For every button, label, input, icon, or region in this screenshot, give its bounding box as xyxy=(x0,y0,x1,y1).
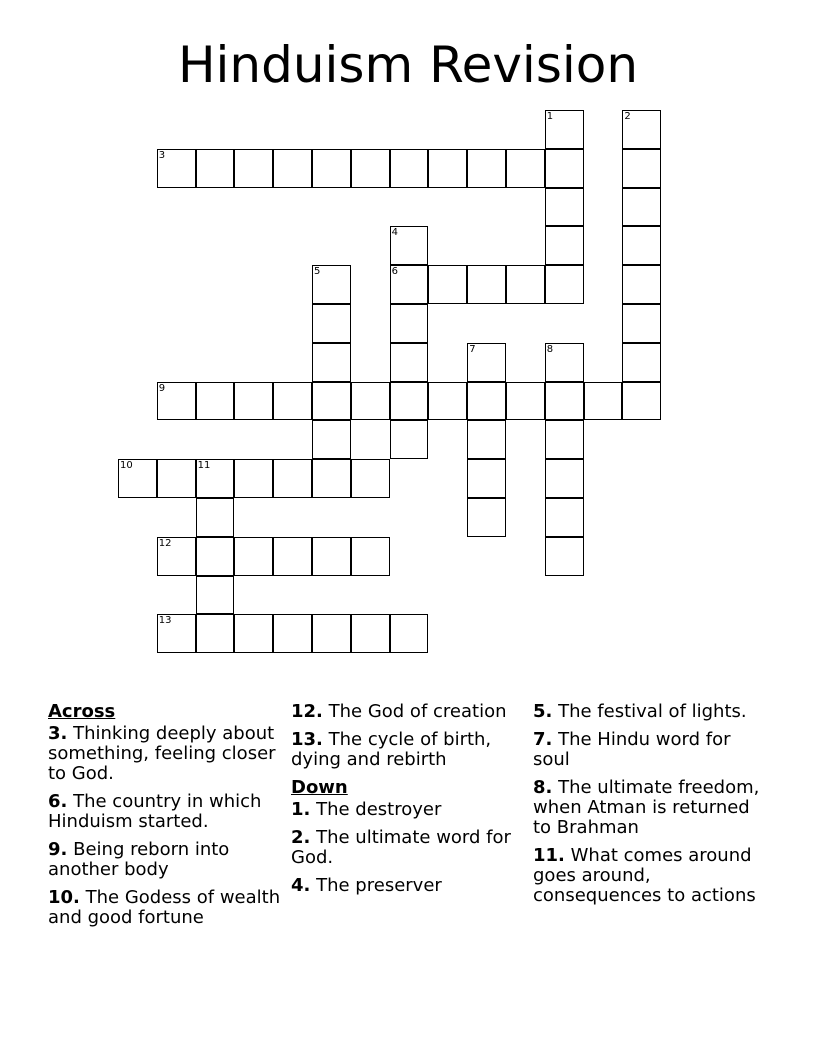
grid-cell[interactable] xyxy=(467,149,506,188)
grid-cell[interactable] xyxy=(467,498,506,537)
grid-cell[interactable] xyxy=(157,149,196,188)
grid-cell[interactable] xyxy=(428,265,467,304)
grid-cell[interactable] xyxy=(312,537,351,576)
clue-down-8: 8. The ultimate freedom, when Atman is returned to Brahman xyxy=(533,777,760,838)
grid-cell[interactable] xyxy=(273,614,312,653)
grid-cell[interactable] xyxy=(157,382,196,421)
clue-across-9: 9. Being reborn into another body xyxy=(48,839,230,880)
grid-cell[interactable] xyxy=(312,304,351,343)
grid-cell[interactable] xyxy=(622,265,661,304)
clue-down-2: 2. The ultimate word for God. xyxy=(291,827,511,868)
grid-cell[interactable] xyxy=(273,537,312,576)
grid-cell[interactable] xyxy=(312,614,351,653)
clue-number: 4 xyxy=(391,227,398,239)
grid-cell[interactable] xyxy=(196,614,235,653)
grid-cell[interactable] xyxy=(428,382,467,421)
grid-cell[interactable] xyxy=(545,343,584,382)
clue-down-1: 1. The destroyer xyxy=(291,799,442,820)
grid-cell[interactable] xyxy=(467,420,506,459)
grid-cell[interactable] xyxy=(390,614,429,653)
grid-cell[interactable] xyxy=(506,149,545,188)
grid-cell[interactable] xyxy=(351,459,390,498)
grid-cell[interactable] xyxy=(545,226,584,265)
grid-cell[interactable] xyxy=(467,382,506,421)
clue-across-12: 12. The God of creation xyxy=(291,701,507,722)
grid-cell[interactable] xyxy=(390,304,429,343)
clue-number: 7 xyxy=(469,343,476,355)
grid-cell[interactable] xyxy=(622,110,661,149)
clue-column-1 xyxy=(48,702,283,936)
grid-cell[interactable] xyxy=(622,188,661,227)
grid-cell[interactable] xyxy=(622,343,661,382)
clue-column-2 xyxy=(291,702,523,904)
grid-cell[interactable] xyxy=(390,265,429,304)
grid-cell[interactable] xyxy=(312,343,351,382)
clue-number: 12 xyxy=(158,537,172,549)
clue-number: 8 xyxy=(546,343,554,355)
grid-cell[interactable] xyxy=(157,614,196,653)
grid-cell[interactable] xyxy=(312,459,351,498)
grid-cell[interactable] xyxy=(234,537,273,576)
grid-cell[interactable] xyxy=(234,459,273,498)
clue-across-3: 3. Thinking deeply about something, feeling closer to God. xyxy=(48,723,276,784)
clue-number: 10 xyxy=(120,460,133,472)
grid-cell[interactable] xyxy=(545,188,584,227)
grid-cell[interactable] xyxy=(545,498,584,537)
grid-cell[interactable] xyxy=(428,149,467,188)
grid-cell[interactable] xyxy=(545,382,584,421)
clue-down-11: 11. What comes around goes around, consequences to actions xyxy=(533,845,756,906)
clue-down-7: 7. The Hindu word for soul xyxy=(533,729,731,770)
grid-cell[interactable] xyxy=(351,149,390,188)
clue-number: 6 xyxy=(391,266,398,278)
clue-down-4: 4. The preserver xyxy=(291,875,442,896)
grid-cell[interactable] xyxy=(312,149,351,188)
grid-cell[interactable] xyxy=(390,343,429,382)
grid-cell[interactable] xyxy=(390,149,429,188)
grid-cell[interactable] xyxy=(351,382,390,421)
grid-cell[interactable] xyxy=(545,537,584,576)
grid-cell[interactable] xyxy=(196,537,235,576)
grid-cell[interactable] xyxy=(545,110,584,149)
grid-cell[interactable] xyxy=(234,382,273,421)
grid-cell[interactable] xyxy=(273,149,312,188)
down-heading: Down xyxy=(291,777,348,798)
grid-cell[interactable] xyxy=(545,459,584,498)
grid-cell[interactable] xyxy=(196,382,235,421)
clue-number: 11 xyxy=(197,460,211,472)
clue-column-3 xyxy=(533,702,773,914)
across-heading: Across xyxy=(48,701,116,722)
clue-across-13: 13. The cycle of birth, dying and rebirth xyxy=(291,729,492,770)
grid-cell[interactable] xyxy=(312,265,351,304)
grid-cell[interactable] xyxy=(196,149,235,188)
grid-cell[interactable] xyxy=(545,265,584,304)
page-title: Hinduism Revision xyxy=(177,36,639,94)
clue-number: 9 xyxy=(158,382,166,394)
grid-cell[interactable] xyxy=(390,226,429,265)
clue-number: 1 xyxy=(546,111,554,122)
grid-cell[interactable] xyxy=(467,265,506,304)
clue-across-10: 10. The Godess of wealth and good fortune xyxy=(48,887,281,928)
grid-cell[interactable] xyxy=(351,537,390,576)
clue-number: 13 xyxy=(158,615,172,627)
grid-cell[interactable] xyxy=(506,382,545,421)
grid-cell[interactable] xyxy=(273,382,312,421)
grid-cell[interactable] xyxy=(545,420,584,459)
grid-cell[interactable] xyxy=(351,614,390,653)
grid-cell[interactable] xyxy=(584,382,623,421)
grid-cell[interactable] xyxy=(390,420,429,459)
grid-cell[interactable] xyxy=(390,382,429,421)
clue-number: 2 xyxy=(624,111,631,122)
clue-across-6: 6. The country in which Hinduism started. xyxy=(48,791,262,832)
clue-number: 3 xyxy=(158,149,166,161)
grid-cell[interactable] xyxy=(157,459,196,498)
grid-cell[interactable] xyxy=(622,382,661,421)
grid-cell[interactable] xyxy=(506,265,545,304)
clue-number: 5 xyxy=(314,266,321,278)
grid-cell[interactable] xyxy=(234,149,273,188)
clue-down-5: 5. The festival of lights. xyxy=(533,701,747,722)
grid-cell[interactable] xyxy=(312,420,351,459)
grid-cell[interactable] xyxy=(196,576,235,615)
grid-cell[interactable] xyxy=(196,498,235,537)
grid-cell[interactable] xyxy=(157,537,196,576)
grid-cell[interactable] xyxy=(622,304,661,343)
grid-cell[interactable] xyxy=(234,614,273,653)
grid-cell[interactable] xyxy=(622,149,661,188)
grid-cell[interactable] xyxy=(467,459,506,498)
grid-cell[interactable] xyxy=(312,382,351,421)
grid-cell[interactable] xyxy=(467,343,506,382)
grid-cell[interactable] xyxy=(273,459,312,498)
grid-cell[interactable] xyxy=(196,459,235,498)
grid-cell[interactable] xyxy=(545,149,584,188)
grid-cell[interactable] xyxy=(622,226,661,265)
grid-cell[interactable] xyxy=(118,459,157,498)
